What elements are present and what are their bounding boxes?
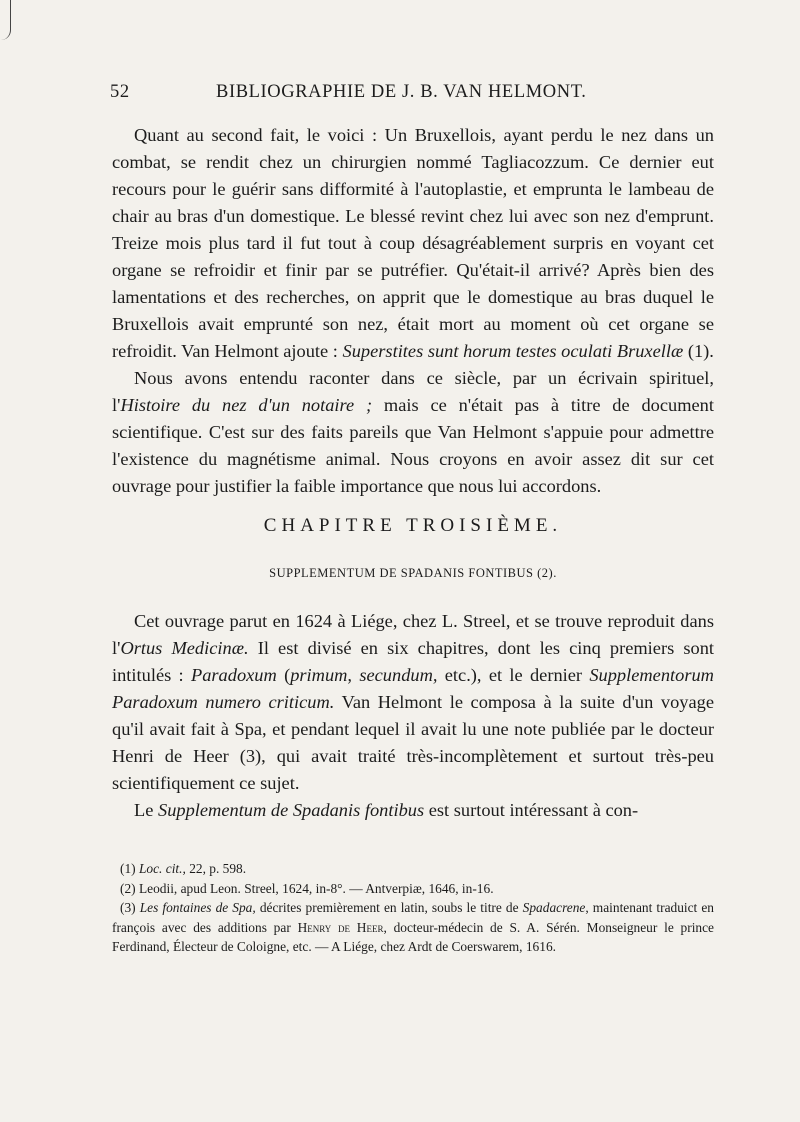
paragraph-4-title: Supplementum de Spadanis fontibus — [158, 800, 425, 820]
footnote-3-text-end: , docteur-médecin de S. A. Sérén. Monseigneur le prince Ferdinand, Électeur de Coloigne, etc. — A Liége, chez Ardt de Coerswarem, 1616. — [112, 919, 714, 954]
footnote-3-author: Henry de Heer — [297, 919, 384, 935]
footnote-1-number: (1) — [120, 861, 139, 876]
paragraph-2 — [112, 365, 714, 500]
page-edge-mark — [0, 0, 11, 40]
footnote-1 — [112, 859, 714, 879]
paragraph-1-text: Quant au second fait, le voici : Un Bruxellois, ayant perdu le nez dans un combat, se rendit chez un chirurgien nommé Tagliacozzum. Ce dernier eut recours pour le guérir sans difformité à l'autoplastie, et emprunta le lambeau de chair au bras d'un domestique. Le blessé revint chez lui avec son nez d'emprunt. Treize mois plus tard il fut tout à coup désagréablement surpris en voyant cet organe se refroidir et finir par se putréfier. Qu'était-il arrivé? Après bien des lamentations et des recherches, on apprit que le domestique au bras duquel le Bruxellois avait emprunté son nez, était mort au moment où cet organe se refroidit. Van Helmont ajoute : — [112, 125, 714, 361]
paragraph-4-text: Le — [134, 800, 158, 820]
footnote-3-spadacrene: Spadacrene — [522, 900, 586, 915]
chapter-subtitle: SUPPLEMENTUM DE SPADANIS FONTIBUS (2). — [269, 566, 557, 580]
page-number: 52 — [110, 82, 130, 102]
footnote-3-number: (3) — [120, 900, 140, 915]
footnotes — [112, 859, 714, 957]
paragraph-3-ordinals: primum, secundum, — [290, 665, 438, 685]
footnote-ref-1: (1). — [683, 341, 714, 361]
paragraph-3 — [112, 608, 714, 797]
paragraph-3-text-end: Van Helmont le composa à la suite d'un voyage qu'il avait fait à Spa, et pendant lequel il avait lu une note publiée par le docteur Henri de Heer (3), qui avait traité très-incomplètement et surtout très-peu scientifiquement ce sujet. — [112, 692, 714, 793]
paragraph-3-text: Cet ouvrage parut en 1624 à Liége, chez L. Streel, et se trouve reproduit dans l' — [112, 611, 714, 658]
footnote-2: (2) Leodii, apud Leon. Streel, 1624, in-8°. — Antverpiæ, 1646, in-16. — [120, 880, 494, 896]
paragraph-3-title-ortus: Ortus Medicinæ. — [120, 638, 249, 658]
paragraph-1-latin-quote: Superstites sunt horum testes oculati Bruxellæ — [342, 341, 684, 361]
paragraph-3-text-3: etc.), et le dernier — [437, 665, 590, 685]
page-header — [110, 82, 714, 108]
paragraph-3-title-paradoxum: Paradoxum — [190, 665, 277, 685]
running-title: BIBLIOGRAPHIE DE J. B. VAN HELMONT. — [216, 82, 587, 102]
footnote-3-title: Les fontaines de Spa, — [139, 900, 256, 915]
paragraph-2-text: Nous avons entendu raconter dans ce siècle, par un écrivain spirituel, — [134, 368, 714, 388]
footnote-3 — [112, 898, 714, 957]
footnote-1-text: 22, p. 598. — [185, 861, 247, 876]
paragraph-4 — [112, 797, 714, 824]
footnote-1-loc-cit: Loc. cit., — [138, 861, 186, 876]
paragraph-4-text-end: est surtout intéressant à con- — [424, 800, 639, 820]
footnote-3-text: décrites premièrement en latin, soubs le titre de — [255, 900, 523, 915]
footnote-3-text-2: , maintenant traduict en françois avec des additions par — [112, 900, 715, 935]
chapter-heading: CHAPITRE TROISIÈME. — [263, 515, 563, 536]
paragraph-3-text-2: Il est divisé en six chapitres, dont les cinq premiers sont intitulés : — [112, 638, 714, 685]
paragraph-2-text-end: mais ce n'était pas à titre de document scientifique. C'est sur des faits pareils que Van Helmont s'appuie pour admettre l'existence du magnétisme animal. Nous croyons en avoir assez dit sur cet ouvrage pour justifier la faible importance que nous lui accordons. — [112, 395, 714, 496]
paragraph-1 — [112, 122, 714, 365]
paragraph-2-article: l' — [112, 395, 121, 415]
text-block-top — [112, 122, 714, 500]
paragraph-2-book-title: Histoire du nez d'un notaire ; — [120, 395, 373, 415]
text-block-bottom — [112, 608, 714, 824]
paragraph-3-title-supplementorum: Supplementorum Paradoxum numero criticum. — [112, 665, 714, 712]
paragraph-3-paren: ( — [276, 665, 291, 685]
